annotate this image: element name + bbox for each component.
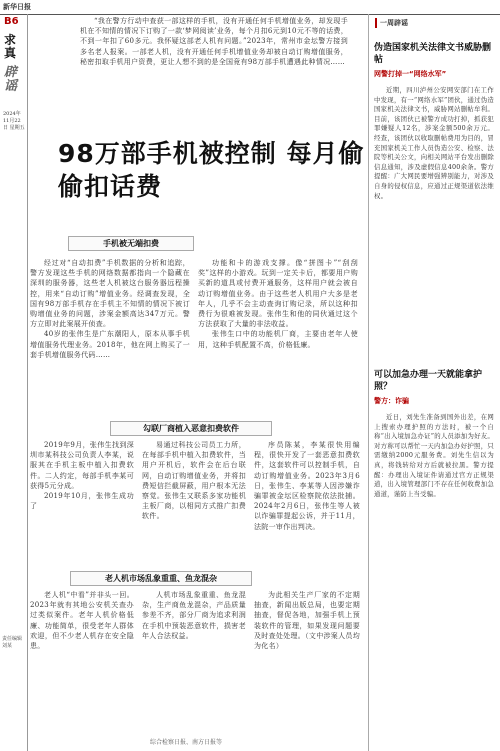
section-title-2: 勾联厂商植入恶意扣费软件 [110,421,272,436]
section1-col1 [30,258,190,360]
section3-paragraph: 人机市场乱象重重、鱼龙混杂，生产商鱼龙混杂，产品质量参差不齐，部分厂商为追求利润在手机中预装恶意软件，损害老年人合法权益。 [142,591,246,640]
section2-paragraph: 2019年9月，张伟生找到深圳市某科技公司负责人李某，说服其在手机主板中植入扣费软件。二人约定，每部手机李某可获得5元分成。 [30,441,134,490]
right-column [368,14,500,751]
section1-paragraph: 40岁的张伟生是广东潮阳人，原本从事手机增值服务代理业务。2018年，他在网上购买了一套手机增值服务代码…… [30,330,190,359]
page-number: B6 [4,16,19,27]
column-label: 一周辟谣 [375,18,408,28]
masthead [0,0,500,15]
section3-col2 [142,590,246,641]
article-2-body: 近日，刘先生准备到国外出差，在网上搜索办理护照的方法时，被一个自称“出入境加急办证”的人员添加为好友。对方称可以帮忙一天内加急办好护照，只需缴纳2000元服务费。刘先生信以为真，将钱转给对方后就被拉黑。警方提醒：办理出入境证件请通过官方正规渠道，出入境管理部门不存在任何收费加急通道，谨防上当受骗。 [374,413,494,498]
article-1-body: 近期，四川泸州公安网安部门在工作中发现，有一“网络水军”团伙，通过伪造国家机关法律文书，威胁网站删帖牟利。目前，该团伙已被警方成功打掉，抓获犯罪嫌疑人12名，涉案金额500余万元。经查，该团伙以收取删帖费用为目的，冒充国家机关工作人员伪造公安、检察、法院等机关公文，向相关网站平台发出删除信息通知，涉及虚假信息400余条。警方提醒：广大网民要增强辨别能力，对涉及自身的侵权信息，应通过正规渠道依法维权。 [374,86,494,200]
article-1-title: 伪造国家机关法律文书威胁删帖 [374,43,492,65]
editor-credit: 责任编辑 刘某 [2,636,23,649]
section1-paragraph: 功能和卡的游戏支撑。像“拼图卡”“刮刮奖”这样的小游戏。玩到一定关卡后，都要用户购买新的道具或付费开通服务，这样用户就会被自动订购增值业务。由于这些老人机用户大多是老年人，几乎不会主动查询订购记录，所以这种扣费行为很难被发现。张伟生和他的同伙通过这个方法获取了大量的非法收益。 [198,259,358,329]
section2-col2 [142,440,246,522]
section3-paragraph: 为此相关生产厂家的不定期抽查，新闻出版总局，也要定期抽查，督促各地，加强手机上预装软件的管理，如果发现问题要及时查处处理。（文中涉案人员均为化名） [254,591,360,651]
section2-paragraph: 序员陈某，李某很快用编程，很快开发了一套恶意扣费软件，这套软件可以控制手机，自动订购增值业务。2023年3月6日，张伟生、李某等人因涉嫌诈骗罪被金坛区检察院依法批捕。2024年2月6日，张伟生等人被以诈骗罪提起公诉，并于11月，法院一审作出判决。 [254,441,360,531]
left-rail [0,14,28,751]
intro-text: “我在警方行动中查获一部这样的手机，没有开通任何手机增值业务，却发现手机在不知情的情况下订购了一款‘梦网阅读’业务，每个月扣6元到10元不等的话费，不到一年扣了60多元。我怀疑这部老人机有问题。”2023年，常州市金坛警方接到多名老人报案。一部老人机，没有开通任何手机增值业务却被自动订购增值服务，秘密扣取手机用户资费，更让人想不到的是全国竟有98万部手机遭遇此种情况…… [80,17,348,66]
section1-paragraph: 经过对“自动扣费”手机数据的分析和追踪，警方发现这些手机的网络数据都指向一个隐藏在深圳的服务器，这些老人机被这台服务器远程操控，用来“自动订购”增值业务。经调查发现，全国有98万部手机存在手机主不知情的情况下被订购增值业务的问题，涉案金额高达347万元。警方立即对此案展开侦查。 [30,259,190,329]
article-1-subtitle: 网警打掉一“网络水军” [374,70,447,78]
section-title-1: 手机被无端扣费 [68,236,194,251]
intro-quote [80,16,348,67]
main-headline: 98万部手机被控制 每月偷偷扣话费 [58,139,365,201]
article-2-subtitle: 警方：诈骗 [374,397,409,405]
source-credit: 综合检察日报、南方日报等 [150,739,223,746]
section3-col3 [254,590,360,651]
section-name-bottom: 辟谣 [4,65,18,94]
section1-col2 [198,258,358,350]
section2-paragraph: 2019年10月，张伟生成功了 [30,492,134,511]
section2-paragraph: 易通过科技公司员工力所，在每部手机中植入扣费软件，当用户开机后，软件会在后台联网，自动订购增值业务，并将扣费短信拦截屏蔽，用户根本无法察觉。张伟生又联系多家功能机主板厂商，以相同方式推广扣费软件。 [142,441,246,521]
section-name-top: 求真 [4,33,17,60]
section-title-3: 老人机市场乱象重重、鱼龙混杂 [70,571,252,586]
article-2 [374,369,494,499]
section1-paragraph: 张伟生口中的功能机厂商，主要由老年人使用，这种手机配置不高，价格低廉。 [198,330,358,349]
article-1 [374,42,494,201]
issue-date: 2024年 11月22日 星期五 [3,111,25,131]
article-2-title: 可以加急办理一天就能拿护照？ [374,370,483,392]
section2-col3 [254,440,360,532]
section3-paragraph: 老人机“中看”并非头一回。2023年就有其地公安机关查办过类似案件。老年人机价格低廉、功能简单，很受老年人群体欢迎，但不少老人机存在安全隐患。 [30,591,134,651]
section2-col1 [30,440,134,511]
section3-col1 [30,590,134,651]
newspaper-name: 新华日报 [3,2,31,11]
